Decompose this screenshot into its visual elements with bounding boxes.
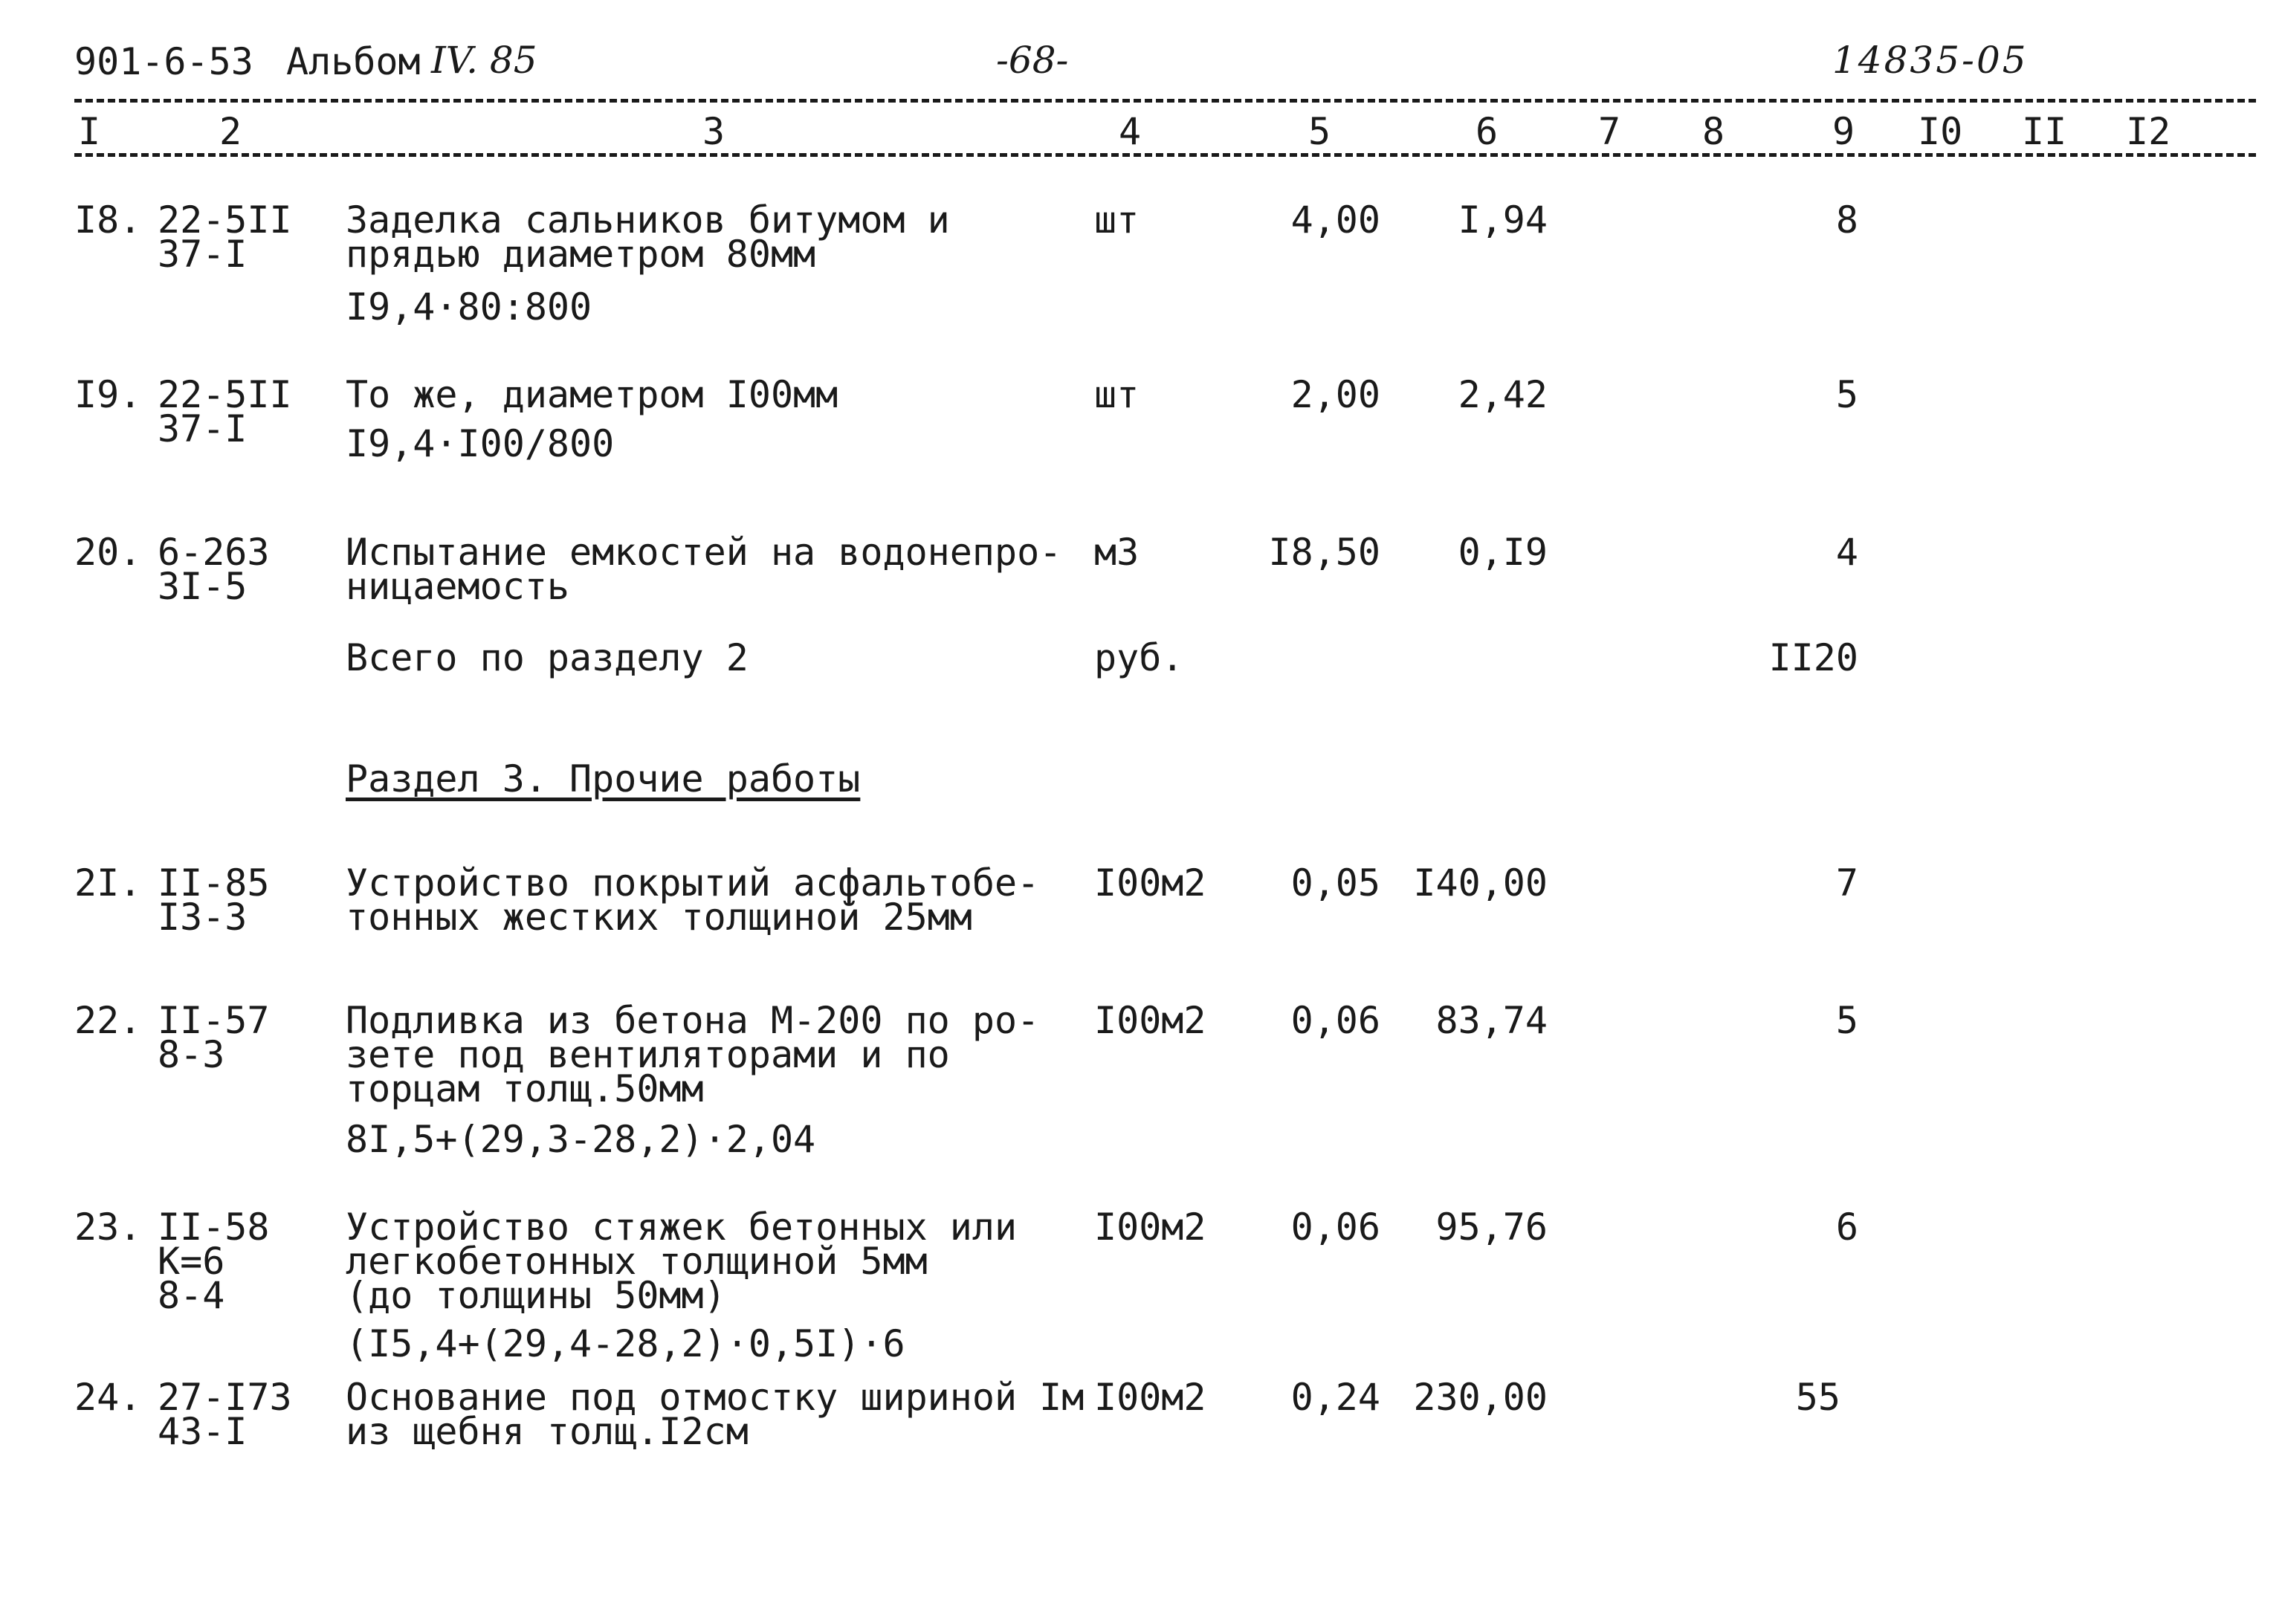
row-code: 22-5II 37-I [158,198,292,276]
row-total: 8 [1835,198,1858,242]
col-header-3: 3 [702,110,725,153]
row-formula: I9,4·I00/800 [346,422,615,465]
doc-number: 14835-05 [1832,39,2029,82]
row-number: 23. [74,1206,142,1249]
row-number: I8. [74,198,142,242]
row-quantity: 0,06 [1290,1206,1380,1249]
row-description: Устройство покрытий асфальтобе- тонных жестких толщиной 25мм [346,861,1040,939]
row-quantity: 2,00 [1290,373,1380,416]
row-description: Испытание емкостей на водонепро- ницаемость [346,531,1062,608]
row-formula: I9,4·80:800 [346,285,592,329]
header-rule-top [74,99,2256,103]
col-header-6: 6 [1475,110,1499,153]
row-description: Заделка сальников битумом и прядью диаметром 80мм [346,198,950,276]
row-code: 22-5II 37-I [158,373,292,450]
album-value: IV. 85 [431,39,537,82]
col-header-7: 7 [1598,110,1621,153]
row-price: 0,I9 [1458,531,1548,574]
row-unit: I00м2 [1094,999,1206,1042]
row-number: 2I. [74,861,142,905]
subtotal-label: Всего по разделу 2 [346,636,749,679]
col-header-12: I2 [2126,110,2171,153]
row-price: 2,42 [1458,373,1548,416]
row-total: 5 [1835,999,1858,1042]
document-code: 901-6-53 [74,40,253,83]
row-number: 20. [74,531,142,574]
col-header-10: I0 [1918,110,1963,153]
row-quantity: 4,00 [1290,198,1380,242]
row-total: 7 [1835,861,1858,905]
col-header-11: II [2022,110,2067,153]
row-number: I9. [74,373,142,416]
row-description: То же, диаметром I00мм [346,373,838,416]
row-code: 27-I73 43-I [158,1376,292,1453]
row-total: 5 [1835,373,1858,416]
col-header-9: 9 [1832,110,1855,153]
row-formula: 8I,5+(29,3-28,2)·2,04 [346,1118,816,1161]
row-description: Устройство стяжек бетонных или легкобетонных толщиной 5мм (до толщины 50мм) [346,1206,1018,1317]
row-total: 6 [1835,1206,1858,1249]
row-price: 230,00 [1413,1376,1548,1419]
row-unit: I00м2 [1094,861,1206,905]
row-code: II-85 I3-3 [158,861,270,939]
row-unit: I00м2 [1094,1376,1206,1419]
row-unit: I00м2 [1094,1206,1206,1249]
col-header-4: 4 [1119,110,1142,153]
subtotal-total: II20 [1768,636,1858,679]
row-code: II-58 К=6 8-4 [158,1206,270,1317]
subtotal-unit: руб. [1094,636,1184,679]
row-price: 95,76 [1435,1206,1548,1249]
row-quantity: 0,06 [1290,999,1380,1042]
section-title: Раздел 3. Прочие работы [346,757,861,800]
row-price: I40,00 [1413,861,1548,905]
row-total: 4 [1835,531,1858,574]
row-unit: м3 [1094,531,1140,574]
header-rule-bottom [74,153,2256,157]
album-label: Альбом [286,40,421,83]
row-number: 22. [74,999,142,1042]
row-number: 24. [74,1376,142,1419]
row-formula: (I5,4+(29,4-28,2)·0,5I)·6 [346,1322,905,1365]
row-quantity: 0,24 [1290,1376,1380,1419]
row-description: Подливка из бетона М-200 по ро- зете под вентиляторами и по торцам толщ.50мм [346,999,1040,1110]
row-description: Основание под отмостку шириной Iм из щебня толщ.I2см [346,1376,1085,1453]
col-header-5: 5 [1308,110,1331,153]
row-total: 55 [1795,1376,1840,1419]
col-header-2: 2 [219,110,242,153]
row-unit: шт [1094,373,1140,416]
row-price: 83,74 [1435,999,1548,1042]
col-header-1: I [78,110,101,153]
row-price: I,94 [1458,198,1548,242]
row-code: II-57 8-3 [158,999,270,1076]
row-unit: шт [1094,198,1140,242]
row-quantity: I8,50 [1268,531,1380,574]
col-header-8: 8 [1702,110,1725,153]
page-number: -68- [996,39,1069,82]
row-quantity: 0,05 [1290,861,1380,905]
row-code: 6-263 3I-5 [158,531,270,608]
